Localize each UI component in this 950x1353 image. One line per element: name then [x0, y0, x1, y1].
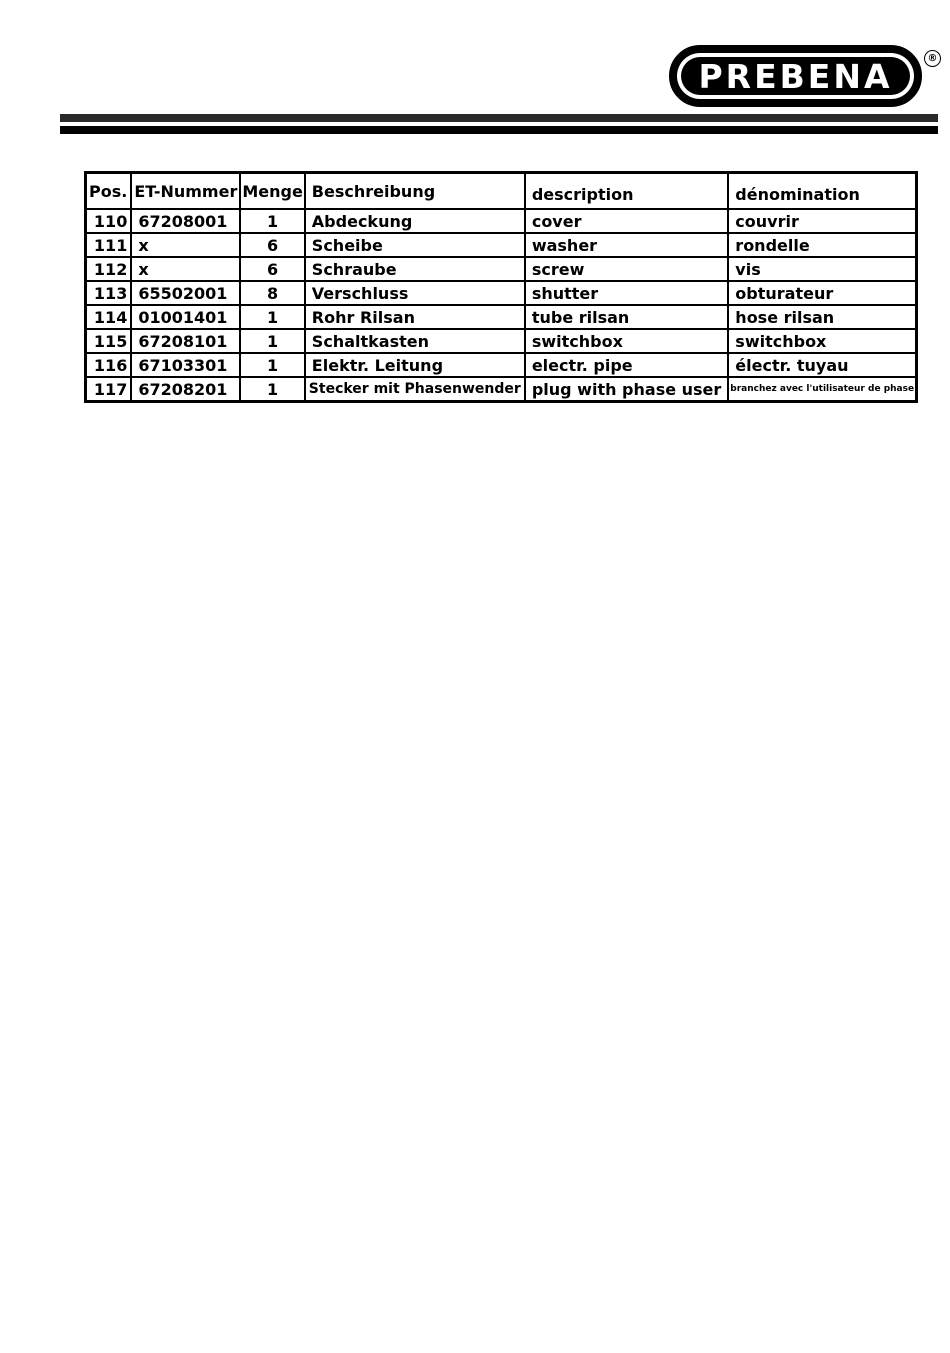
- cell-pos: 111: [86, 233, 132, 257]
- parts-table: [84, 171, 918, 403]
- cell-et-number: 67208201: [131, 377, 240, 402]
- cell-description: tube rilsan: [525, 305, 728, 329]
- cell-beschreibung: Verschluss: [305, 281, 525, 305]
- header-rule-top: [60, 114, 938, 122]
- cell-beschreibung: Rohr Rilsan: [305, 305, 525, 329]
- cell-denomination: branchez avec l'utilisateur de phase: [728, 377, 916, 402]
- cell-beschreibung: Elektr. Leitung: [305, 353, 525, 377]
- cell-et-number: x: [131, 233, 240, 257]
- cell-description: electr. pipe: [525, 353, 728, 377]
- column-header-denomination: dénomination: [728, 173, 916, 210]
- cell-et-number: 67208001: [131, 209, 240, 233]
- cell-et-number: x: [131, 257, 240, 281]
- table-row: [86, 329, 917, 353]
- header-rule-bottom: [60, 126, 938, 134]
- cell-quantity: 1: [240, 305, 304, 329]
- column-header-quantity: Menge: [240, 173, 304, 210]
- table-row: [86, 305, 917, 329]
- cell-description: screw: [525, 257, 728, 281]
- cell-pos: 110: [86, 209, 132, 233]
- column-header-et-number: ET-Nummer: [131, 173, 240, 210]
- cell-denomination: vis: [728, 257, 916, 281]
- cell-pos: 114: [86, 305, 132, 329]
- cell-et-number: 01001401: [131, 305, 240, 329]
- cell-denomination: rondelle: [728, 233, 916, 257]
- table-row: [86, 257, 917, 281]
- cell-beschreibung: Schaltkasten: [305, 329, 525, 353]
- column-header-beschreibung: Beschreibung: [305, 173, 525, 210]
- cell-beschreibung: Scheibe: [305, 233, 525, 257]
- cell-pos: 116: [86, 353, 132, 377]
- cell-quantity: 1: [240, 209, 304, 233]
- column-header-description: description: [525, 173, 728, 210]
- cell-denomination: hose rilsan: [728, 305, 916, 329]
- cell-quantity: 8: [240, 281, 304, 305]
- table-row: [86, 233, 917, 257]
- brand-logo: [669, 45, 922, 107]
- cell-denomination: switchbox: [728, 329, 916, 353]
- cell-pos: 112: [86, 257, 132, 281]
- cell-pos: 113: [86, 281, 132, 305]
- cell-denomination: couvrir: [728, 209, 916, 233]
- cell-quantity: 1: [240, 353, 304, 377]
- cell-et-number: 65502001: [131, 281, 240, 305]
- registered-mark-icon: ®: [924, 50, 941, 67]
- cell-et-number: 67103301: [131, 353, 240, 377]
- table-row: [86, 377, 917, 402]
- cell-quantity: 6: [240, 257, 304, 281]
- cell-description: washer: [525, 233, 728, 257]
- table-header-row: [86, 173, 917, 210]
- cell-quantity: 1: [240, 377, 304, 402]
- cell-pos: 117: [86, 377, 132, 402]
- cell-description: shutter: [525, 281, 728, 305]
- cell-beschreibung: Stecker mit Phasenwender: [305, 377, 525, 402]
- cell-beschreibung: Abdeckung: [305, 209, 525, 233]
- table-row: [86, 209, 917, 233]
- cell-beschreibung: Schraube: [305, 257, 525, 281]
- cell-denomination: électr. tuyau: [728, 353, 916, 377]
- table-row: [86, 353, 917, 377]
- cell-quantity: 1: [240, 329, 304, 353]
- cell-denomination: obturateur: [728, 281, 916, 305]
- cell-description: cover: [525, 209, 728, 233]
- cell-description: switchbox: [525, 329, 728, 353]
- column-header-pos: Pos.: [86, 173, 132, 210]
- table-row: [86, 281, 917, 305]
- brand-logo-text: PREBENA: [698, 56, 893, 96]
- cell-quantity: 6: [240, 233, 304, 257]
- cell-et-number: 67208101: [131, 329, 240, 353]
- cell-description: plug with phase user: [525, 377, 728, 402]
- cell-pos: 115: [86, 329, 132, 353]
